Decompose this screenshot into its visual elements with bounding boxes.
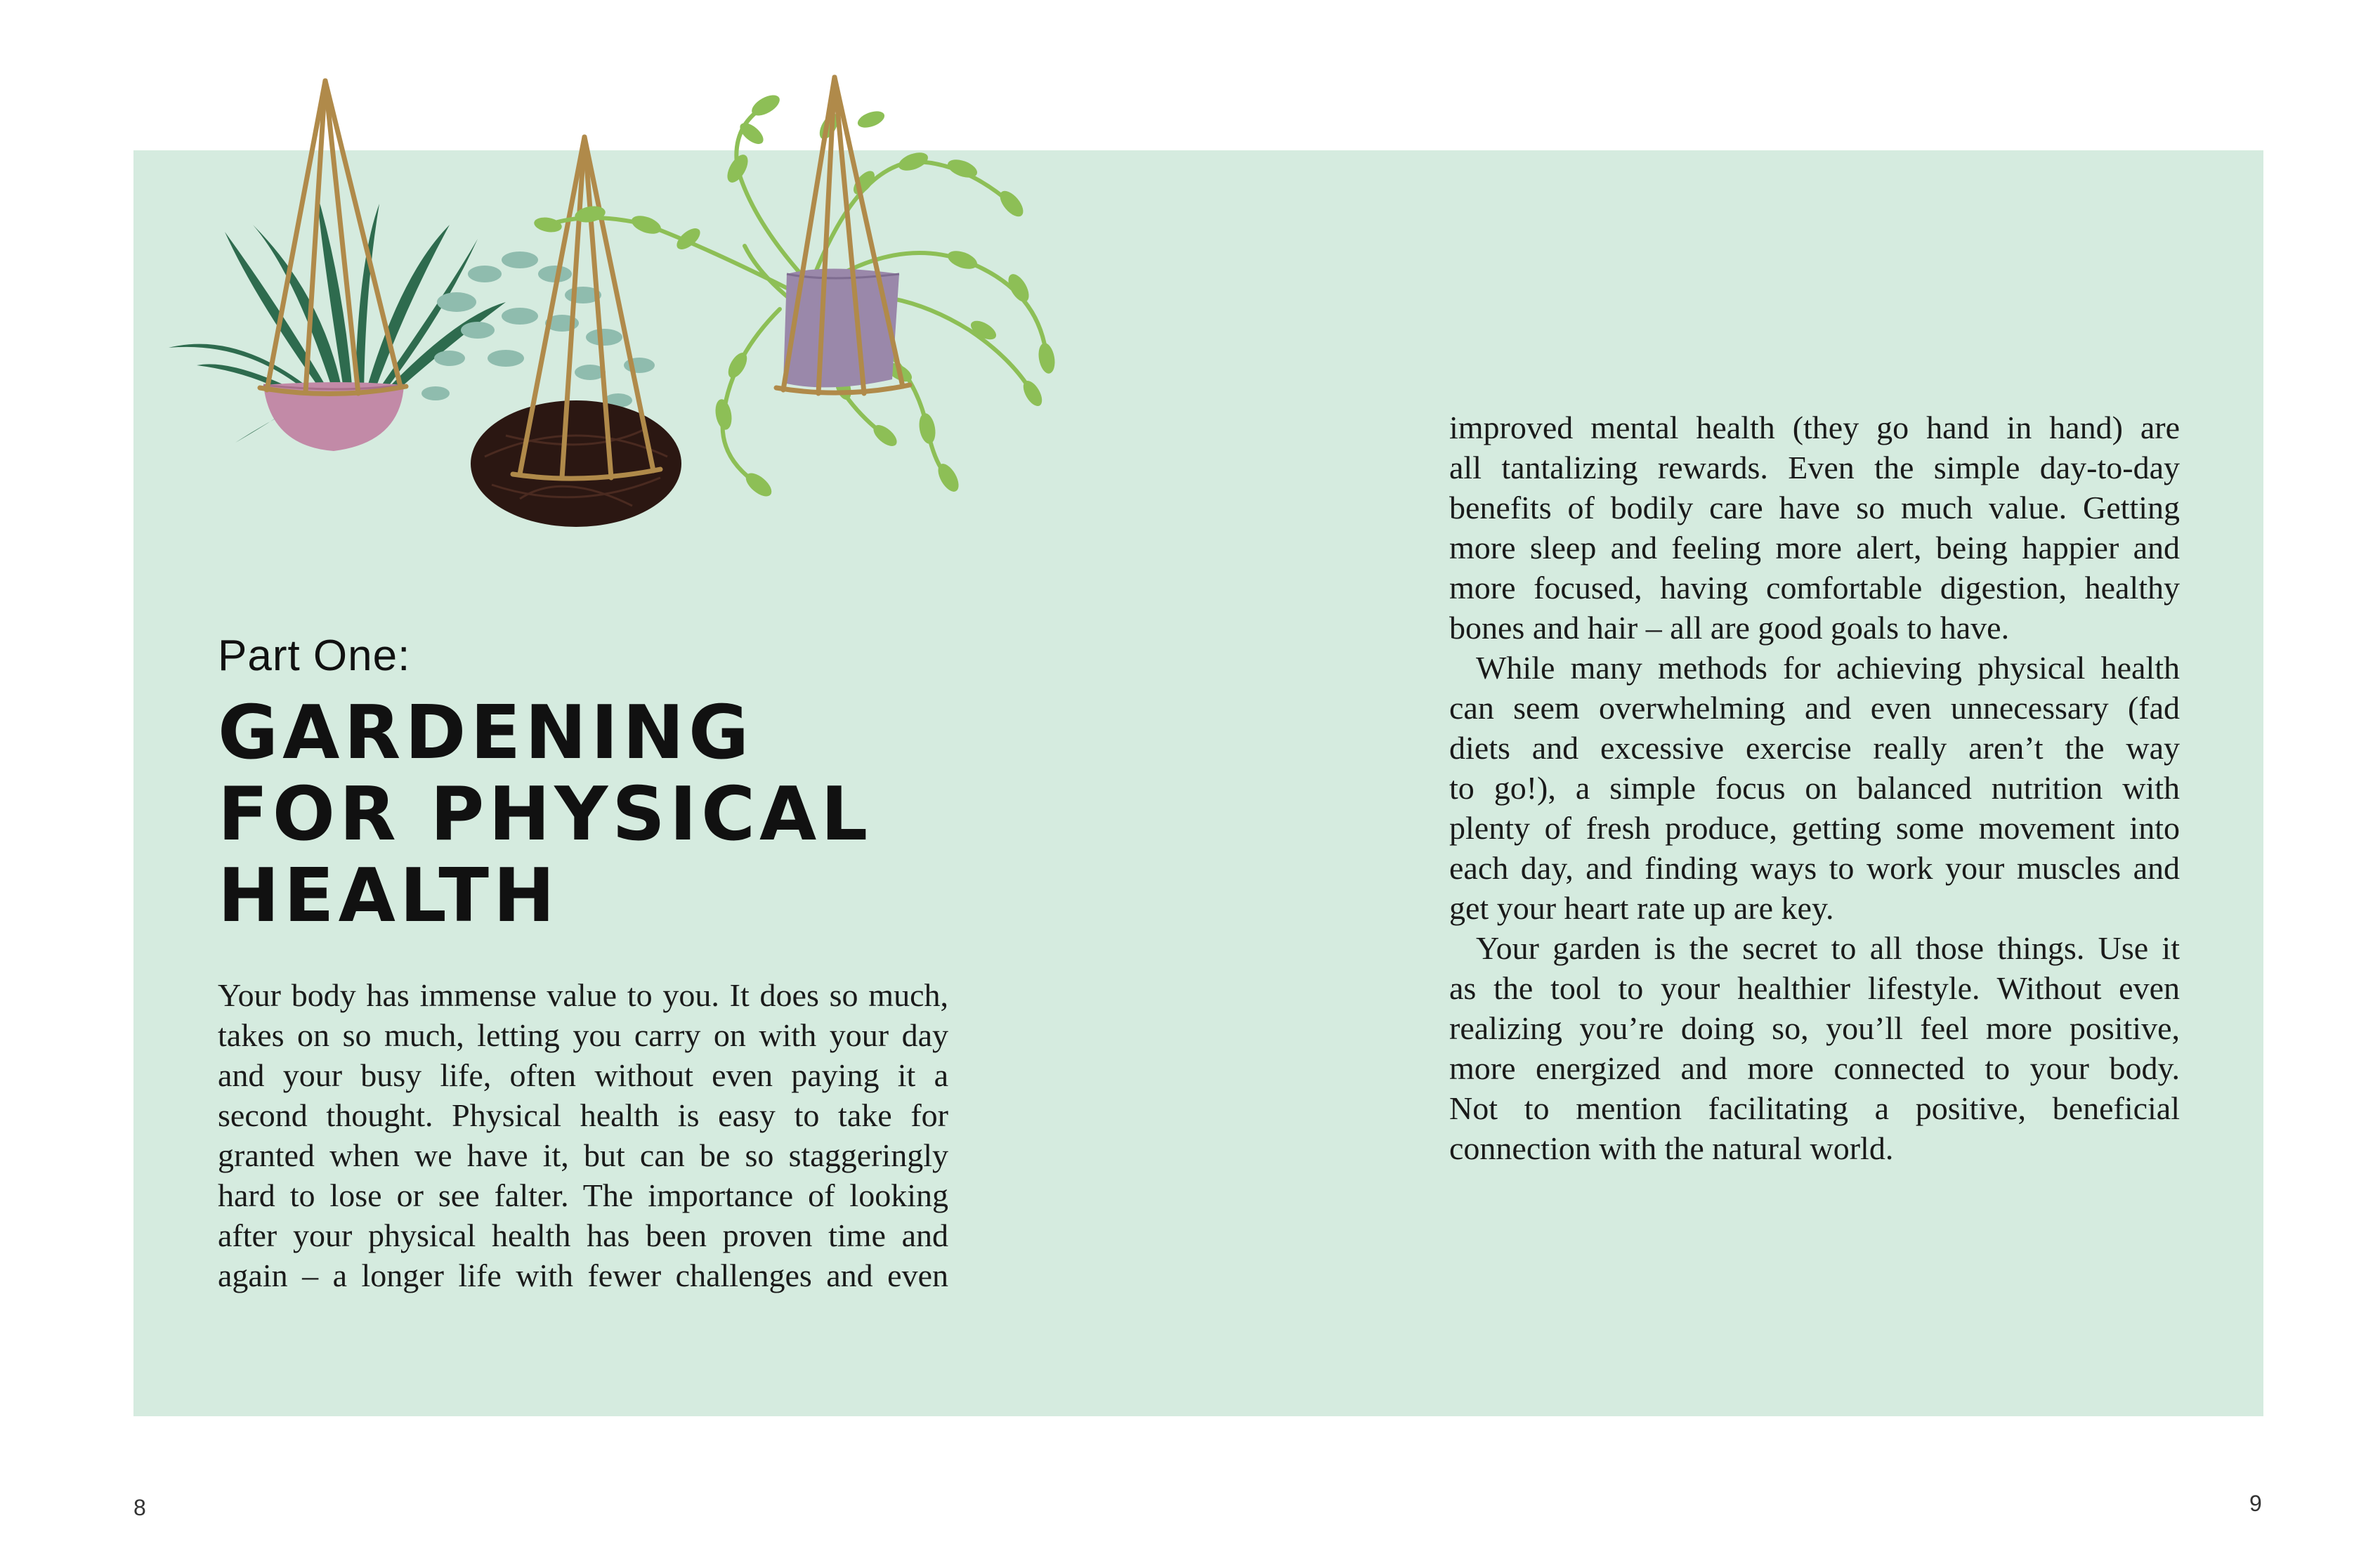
body-line: as the tool to your healthier lifestyle. Without even bbox=[1449, 970, 2180, 1006]
body-line: bones and hair – all are good goals to have. bbox=[1449, 610, 2010, 646]
body-line: hard to lose or see falter. The importance of looking bbox=[218, 1177, 948, 1213]
spiky-plant-pink-pot bbox=[169, 190, 506, 451]
body-line: Your garden is the secret to all those things. Use it bbox=[1476, 930, 2180, 966]
chapter-title-line: GARDENING bbox=[218, 690, 754, 776]
body-line: all tantalizing rewards. Even the simple day-to-day bbox=[1449, 450, 2180, 485]
body-line: and your busy life, often without even paying it a bbox=[218, 1057, 948, 1093]
body-line: Your body has immense value to you. It does so much, bbox=[218, 977, 948, 1013]
hanging-plants-illustration bbox=[155, 63, 1110, 555]
body-line: again – a longer life with fewer challenges and even bbox=[218, 1257, 948, 1293]
page-number-left: 8 bbox=[133, 1495, 146, 1520]
body-line: connection with the natural world. bbox=[1449, 1130, 1894, 1166]
chapter-title-line: FOR PHYSICAL bbox=[218, 771, 872, 857]
body-line: get your heart rate up are key. bbox=[1449, 890, 1834, 926]
body-line: takes on so much, letting you carry on with your day bbox=[218, 1017, 948, 1053]
body-line: after your physical health has been proven time and bbox=[218, 1217, 948, 1253]
left-body-text bbox=[218, 975, 948, 1295]
right-body-text bbox=[1449, 407, 2180, 1168]
body-line: granted when we have it, but can be so staggeringly bbox=[218, 1137, 948, 1173]
body-line: Not to mention facilitating a positive, beneficial bbox=[1449, 1090, 2180, 1126]
body-line: can seem overwhelming and even unnecessary (fad bbox=[1449, 690, 2180, 726]
body-line: diets and excessive exercise really aren’t the way bbox=[1449, 730, 2180, 766]
body-line: realizing you’re doing so, you’ll feel more positive, bbox=[1449, 1010, 2180, 1046]
succulent-plant-nest bbox=[421, 251, 681, 527]
body-line: more energized and more connected to your body. bbox=[1449, 1050, 2180, 1086]
body-line: to go!), a simple focus on balanced nutrition with bbox=[1449, 770, 2180, 806]
body-line: plenty of fresh produce, getting some movement into bbox=[1449, 810, 2180, 846]
body-line: While many methods for achieving physical health bbox=[1476, 650, 2180, 686]
part-label: Part One: bbox=[218, 632, 411, 680]
body-line: each day, and finding ways to work your muscles and bbox=[1449, 850, 2180, 886]
body-line: improved mental health (they go hand in hand) are bbox=[1449, 410, 2180, 445]
body-line: more focused, having comfortable digestion, healthy bbox=[1449, 570, 2180, 606]
body-line: benefits of bodily care have so much value. Getting bbox=[1449, 490, 2180, 525]
body-line: second thought. Physical health is easy to take for bbox=[218, 1097, 948, 1133]
chapter-title bbox=[218, 690, 991, 939]
chapter-title-line: HEALTH bbox=[218, 853, 559, 939]
body-line: more sleep and feeling more alert, being happier and bbox=[1449, 530, 2180, 566]
page-number-right: 9 bbox=[2249, 1491, 2262, 1516]
